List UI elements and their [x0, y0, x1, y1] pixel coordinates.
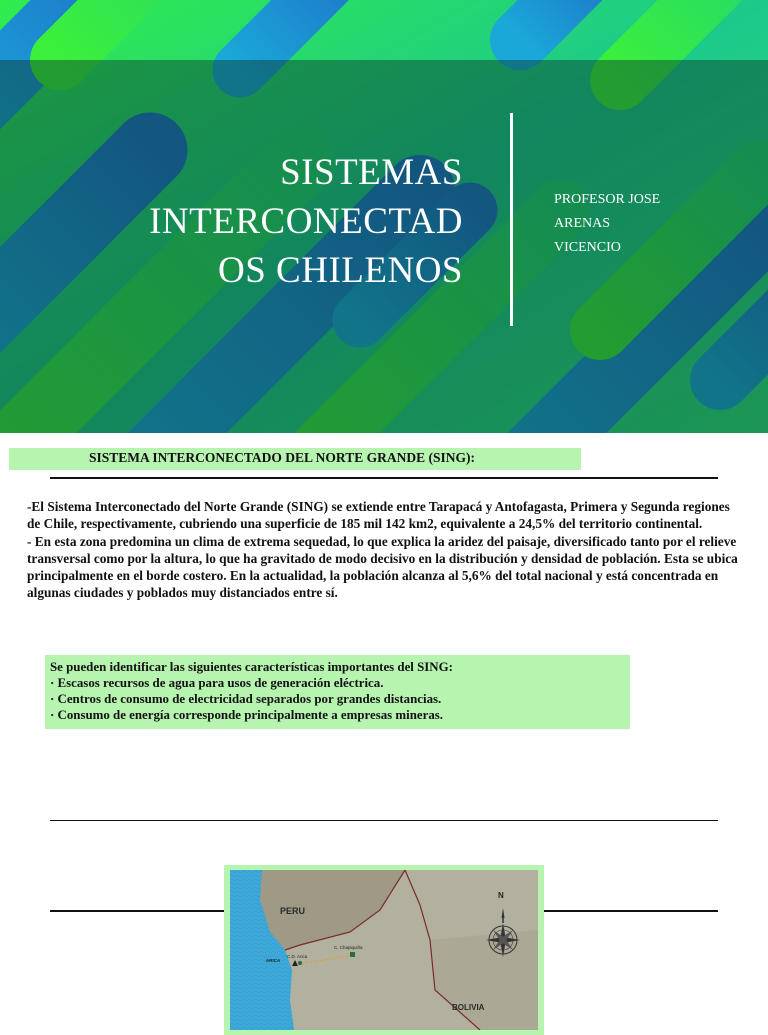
- title-line-1: SISTEMAS: [280, 152, 463, 193]
- sing-map: [230, 870, 538, 1030]
- cd-arica-label: C.D. Arica: [287, 954, 308, 959]
- title-divider: [510, 113, 513, 326]
- professor-line-2: ARENAS: [554, 216, 611, 231]
- bolivia-label: BOLIVIA: [452, 1003, 485, 1012]
- section-underline: [50, 477, 718, 479]
- paragraph-climate: - En esta zona predomina un clima de extrema sequedad, lo que explica la aridez del paisaje, diversificado tanto por el relieve transversal como por la altura, lo que ha gravitado de modo decisivo en la distribución y densidad de población. Esta se ubica principalmente en el borde costero. En la actualidad, la población alcanza al 5,6% del total nacional y está concentrada en algunas ciudades y poblados muy distanciados entre sí.: [27, 533, 738, 601]
- title-line-2: INTERCONECTAD: [149, 201, 463, 242]
- arica-label: ARICA: [266, 958, 281, 963]
- arica-point: [298, 961, 302, 965]
- professor-line-3: VICENCIO: [554, 240, 621, 255]
- characteristics-intro: Se pueden identificar las siguientes características importantes del SING:: [50, 660, 453, 674]
- professor-name: [554, 188, 724, 260]
- title-line-3: OS CHILENOS: [218, 250, 463, 291]
- peru-label: PERU: [280, 906, 306, 916]
- map-image: [230, 870, 538, 1030]
- title-banner: [0, 0, 768, 433]
- list-item: · Escasos recursos de agua para usos de generación eléctrica.: [50, 676, 384, 690]
- list-item: · Consumo de energía corresponde principalmente a empresas mineras.: [50, 708, 444, 722]
- map-rule-right: [544, 910, 718, 912]
- chapiquina-point: [350, 952, 355, 957]
- separator-line: [50, 820, 718, 821]
- body-text: [27, 498, 743, 602]
- north-label: N: [498, 891, 504, 900]
- list-item: · Centros de consumo de electricidad separados por grandes distancias.: [50, 692, 442, 706]
- presentation-title: [60, 148, 463, 295]
- paragraph-extent: -El Sistema Interconectado del Norte Grande (SING) se extiende entre Tarapacá y Antofagasta, Primera y Segunda regiones de Chile, respectivamente, cubriendo una superficie de 185 mil 142 km2, equivalente a 24,5% del territorio continental.: [27, 499, 730, 532]
- chapiquina-label: C. Chapiquiña: [334, 945, 363, 950]
- professor-line-1: PROFESOR JOSE: [554, 192, 661, 207]
- characteristics-list: [50, 659, 453, 723]
- section-heading: SISTEMA INTERCONECTADO DEL NORTE GRANDE (SING):: [89, 450, 475, 465]
- map-rule-left: [50, 910, 224, 912]
